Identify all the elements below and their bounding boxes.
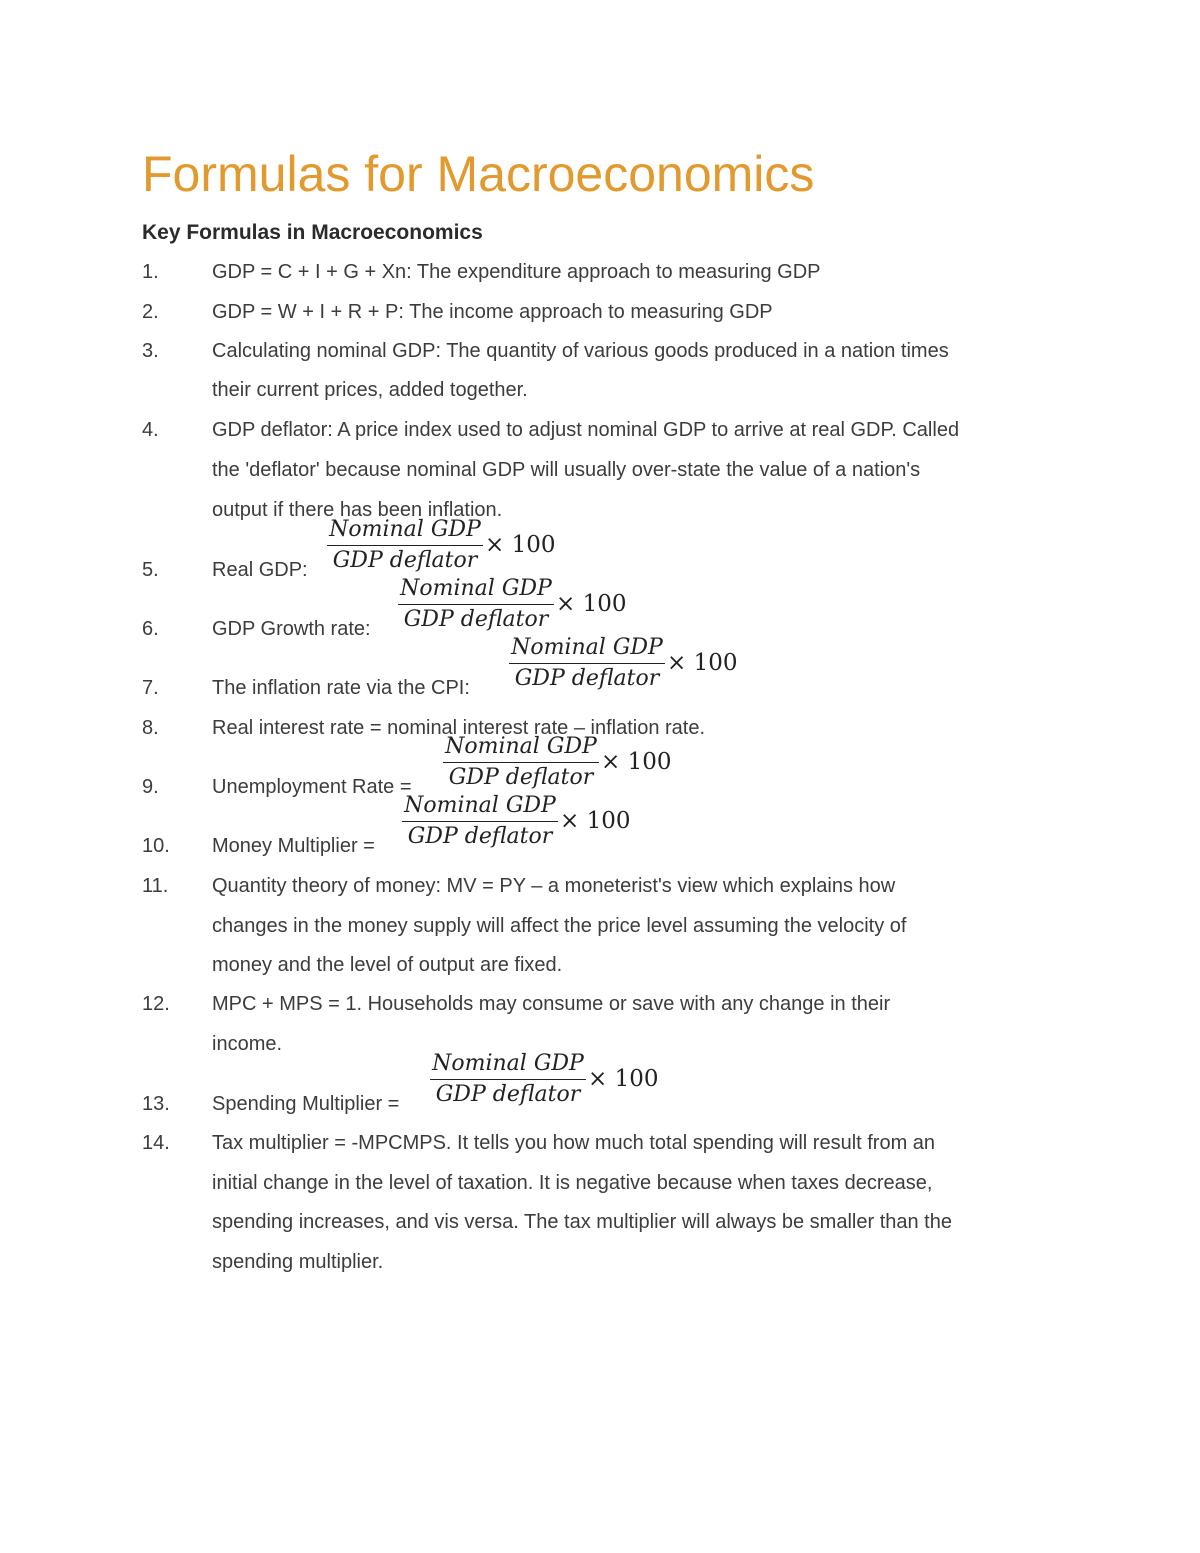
formula-denominator: GDP deflator — [514, 666, 660, 691]
fraction-bar — [443, 762, 599, 763]
formula-denominator: GDP deflator — [403, 607, 549, 632]
list-text: spending increases, and vis versa. The tax multiplier will always be smaller than the — [212, 1211, 952, 1233]
formula-numerator: Nominal GDP — [329, 517, 481, 542]
section-heading: Key Formulas in Macroeconomics — [142, 221, 483, 244]
formula-multiplier: × 100 — [588, 1066, 659, 1092]
list-number: 10. — [142, 835, 170, 857]
formula-numerator: Nominal GDP — [404, 793, 556, 818]
list-text: Quantity theory of money: MV = PY – a moneterist's view which explains how — [212, 875, 896, 897]
fraction-bar — [402, 821, 558, 822]
page-title: Formulas for Macroeconomics — [142, 146, 815, 202]
formula-multiplier: × 100 — [560, 808, 631, 834]
fraction-bar — [430, 1079, 586, 1080]
formula-denominator: GDP deflator — [407, 824, 553, 849]
list-item — [0, 989, 1200, 1055]
list-text: Real interest rate = nominal interest rate – inflation rate. — [212, 717, 706, 739]
list-text: GDP = C + I + G + Xn: The expenditure approach to measuring GDP — [212, 261, 821, 283]
formula-fraction — [327, 514, 567, 576]
fraction-bar — [398, 604, 554, 605]
list-item — [0, 871, 1200, 976]
list-text: spending multiplier. — [212, 1251, 384, 1273]
formula-numerator: Nominal GDP — [445, 734, 597, 759]
list-number: 9. — [142, 776, 159, 798]
list-number: 1. — [142, 261, 159, 283]
list-text: initial change in the level of taxation. It is negative because when taxes decrease, — [212, 1172, 933, 1194]
list-text: Money Multiplier = — [212, 835, 375, 857]
formula-fraction — [509, 632, 749, 694]
list-text: Calculating nominal GDP: The quantity of various goods produced in a nation times — [212, 340, 949, 362]
formula-multiplier: × 100 — [485, 532, 556, 558]
formula-fraction — [430, 1048, 670, 1110]
formula-multiplier: × 100 — [601, 749, 672, 775]
list-number: 2. — [142, 301, 159, 323]
formula-multiplier: × 100 — [556, 591, 627, 617]
formula-denominator: GDP deflator — [448, 765, 594, 790]
formula-fraction — [398, 573, 638, 635]
formula-numerator: Nominal GDP — [400, 576, 552, 601]
fraction-bar — [509, 663, 665, 664]
list-number: 14. — [142, 1132, 170, 1154]
formula-denominator: GDP deflator — [332, 548, 478, 573]
list-text: GDP = W + I + R + P: The income approach to measuring GDP — [212, 301, 773, 323]
formula-numerator: Nominal GDP — [511, 635, 663, 660]
list-number: 3. — [142, 340, 159, 362]
list-item — [0, 257, 1200, 287]
list-number: 4. — [142, 419, 159, 441]
formula-numerator: Nominal GDP — [432, 1051, 584, 1076]
formula-fraction — [443, 731, 683, 793]
list-number: 6. — [142, 618, 159, 640]
list-text: the 'deflator' because nominal GDP will usually over-state the value of a nation's — [212, 459, 921, 481]
list-text: Spending Multiplier = — [212, 1093, 400, 1115]
list-text: The inflation rate via the CPI: — [212, 677, 470, 699]
list-text: changes in the money supply will affect the price level assuming the velocity of — [212, 915, 907, 937]
list-number: 5. — [142, 559, 159, 581]
list-text: Unemployment Rate = — [212, 776, 412, 798]
list-text: output if there has been inflation. — [212, 499, 503, 521]
list-text: GDP deflator: A price index used to adjust nominal GDP to arrive at real GDP. Called — [212, 419, 960, 441]
list-text: Real GDP: — [212, 559, 308, 581]
list-text: MPC + MPS = 1. Households may consume or save with any change in their — [212, 993, 891, 1015]
list-text: income. — [212, 1033, 283, 1055]
formula-multiplier: × 100 — [667, 650, 738, 676]
list-text: GDP Growth rate: — [212, 618, 371, 640]
list-number: 7. — [142, 677, 159, 699]
list-item — [0, 297, 1200, 327]
list-item — [0, 336, 1200, 401]
list-number: 13. — [142, 1093, 170, 1115]
list-item — [0, 1128, 1200, 1273]
list-number: 8. — [142, 717, 159, 739]
list-text: money and the level of output are fixed. — [212, 954, 563, 976]
list-number: 12. — [142, 993, 170, 1015]
list-number: 11. — [142, 875, 169, 897]
list-text: their current prices, added together. — [212, 379, 528, 401]
list-item — [0, 415, 1200, 521]
formula-fraction — [402, 790, 642, 852]
fraction-bar — [327, 545, 483, 546]
formula-denominator: GDP deflator — [435, 1082, 581, 1107]
list-text: Tax multiplier = -MPCMPS. It tells you how much total spending will result from an — [212, 1132, 936, 1154]
